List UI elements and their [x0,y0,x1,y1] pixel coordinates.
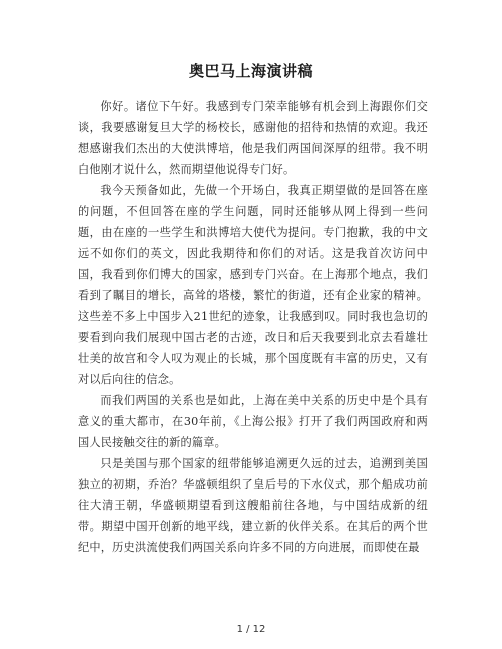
page-indicator: 1 / 12 [236,624,266,635]
document-body [78,96,428,558]
document-title: 奥巴马上海演讲稿 [188,62,313,80]
paragraph-3: 而我们两国的关系也是如此，上海在美中关系的历史中是个具有意义的重大都市，在30年前，《上海公报》打开了我们两国政府和两国人民接触交往的新的篇章。 [78,394,428,449]
paragraph-4: 只是美国与那个国家的纽带能够追溯更久远的过去，追溯到美国独立的初期，乔治？华盛顿组织了皇后号的下水仪式，那个船成功前往大清王朝，华盛顿期望看到这艘船前往各地，与中国结成新的纽带。期望中国开创新的地平线，建立新的伙伴关系。在其后的两个世纪中，历史洪流使我们两国关系向许多不同的方向进展，而即使在最 [78,457,428,554]
paragraph-2: 我今天预备如此，先做一个开场白，我真正期望做的是回答在座的问题，不但回答在座的学生问题，同时还能够从网上得到一些问题，由在座的一些学生和洪博培大使代为提问。专门抱歉，我的中文远不如你们的英文，因此我期待和你们的对话。这是我首次访问中国，我看到你们博大的国家，感到专门兴奋。在上海那个地点，我们看到了瞩目的增长，高耸的塔楼，繁忙的街道，还有企业家的精神。这些差不多上中国步入21世纪的迹象，让我感到叹。同时我也急切的要看到向我们展现中国古老的古迹，改日和后天我要到北京去看雄壮壮美的故宫和令人叹为观止的长城，那个国度既有丰富的历史，又有对以后向往的信念。 [78,184,428,386]
paragraph-1: 你好。诸位下午好。我感到专门荣幸能够有机会到上海跟你们交谈，我要感谢复旦大学的杨校长，感谢他的招待和热情的欢迎。我还想感谢我们杰出的大使洪博培，他是我们两国间深厚的纽带。我不明白他刚才说什么，然而期望他说得专门好。 [78,100,428,176]
